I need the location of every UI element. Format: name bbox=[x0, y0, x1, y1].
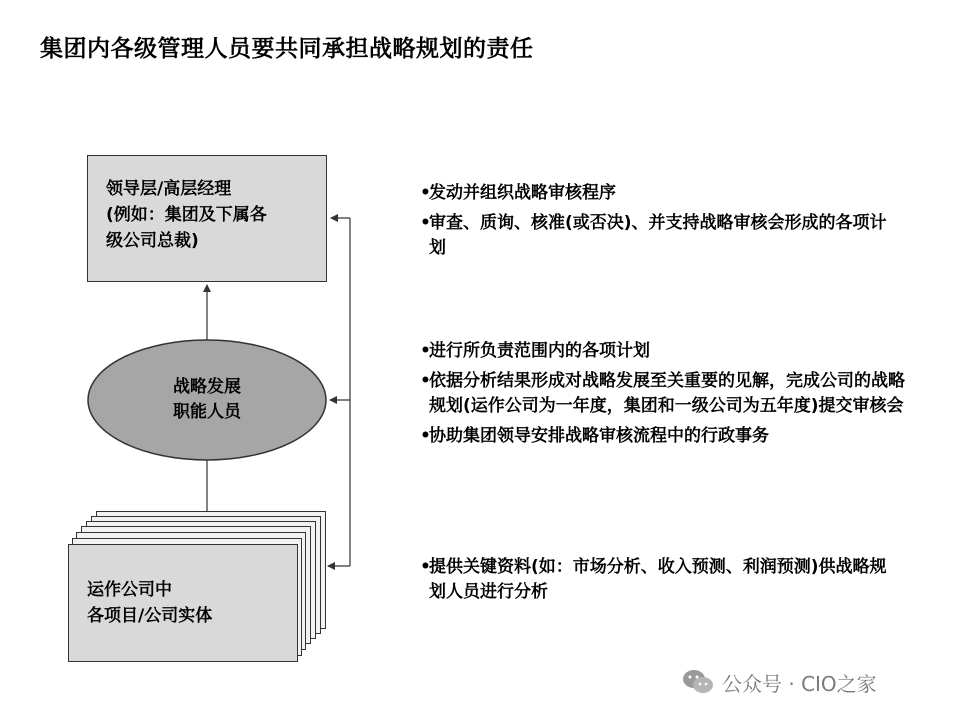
operating-units-line-1: 运作公司中 bbox=[87, 580, 172, 600]
ellipse-line-1: 战略发展 bbox=[173, 377, 241, 397]
ellipse-line-2: 职能人员 bbox=[173, 402, 241, 422]
leadership-line-3: 级公司总裁) bbox=[106, 231, 199, 251]
leadership-responsibilities bbox=[420, 181, 890, 266]
bullet-item: • 审查、质询、核准(或否决)、并支持战略审核会形成的各项计划 bbox=[420, 211, 890, 261]
bullet-item: • 发动并组织战略审核程序 bbox=[420, 181, 890, 206]
strategy-staff-responsibilities bbox=[420, 339, 920, 454]
strategy-staff-ellipse bbox=[88, 340, 326, 460]
leadership-line-2: (例如：集团及下属各 bbox=[106, 205, 267, 225]
leadership-line-1: 领导层/高层经理 bbox=[106, 179, 232, 199]
leadership-box bbox=[87, 155, 327, 282]
bullet-item: • 提供关键资料(如：市场分析、收入预测、利润预测)供战略规划人员进行分析 bbox=[420, 555, 890, 605]
operating-units-responsibilities bbox=[420, 555, 890, 610]
watermark-text: 公众号 · CIO之家 bbox=[722, 671, 877, 696]
bullet-item: • 依据分析结果形成对战略发展至关重要的见解，完成公司的战略规划(运作公司为一年度，集团和一级公司为五年度)提交审核会 bbox=[420, 369, 920, 419]
wechat-icon bbox=[682, 668, 714, 696]
bullet-item: • 协助集团领导安排战略审核流程中的行政事务 bbox=[420, 424, 920, 449]
watermark bbox=[682, 668, 877, 696]
bullet-item: • 进行所负责范围内的各项计划 bbox=[420, 339, 920, 364]
page-title: 集团内各级管理人员要共同承担战略规划的责任 bbox=[40, 36, 534, 62]
operating-units-box bbox=[68, 544, 298, 662]
operating-units-line-2: 各项目/公司实体 bbox=[87, 606, 213, 626]
